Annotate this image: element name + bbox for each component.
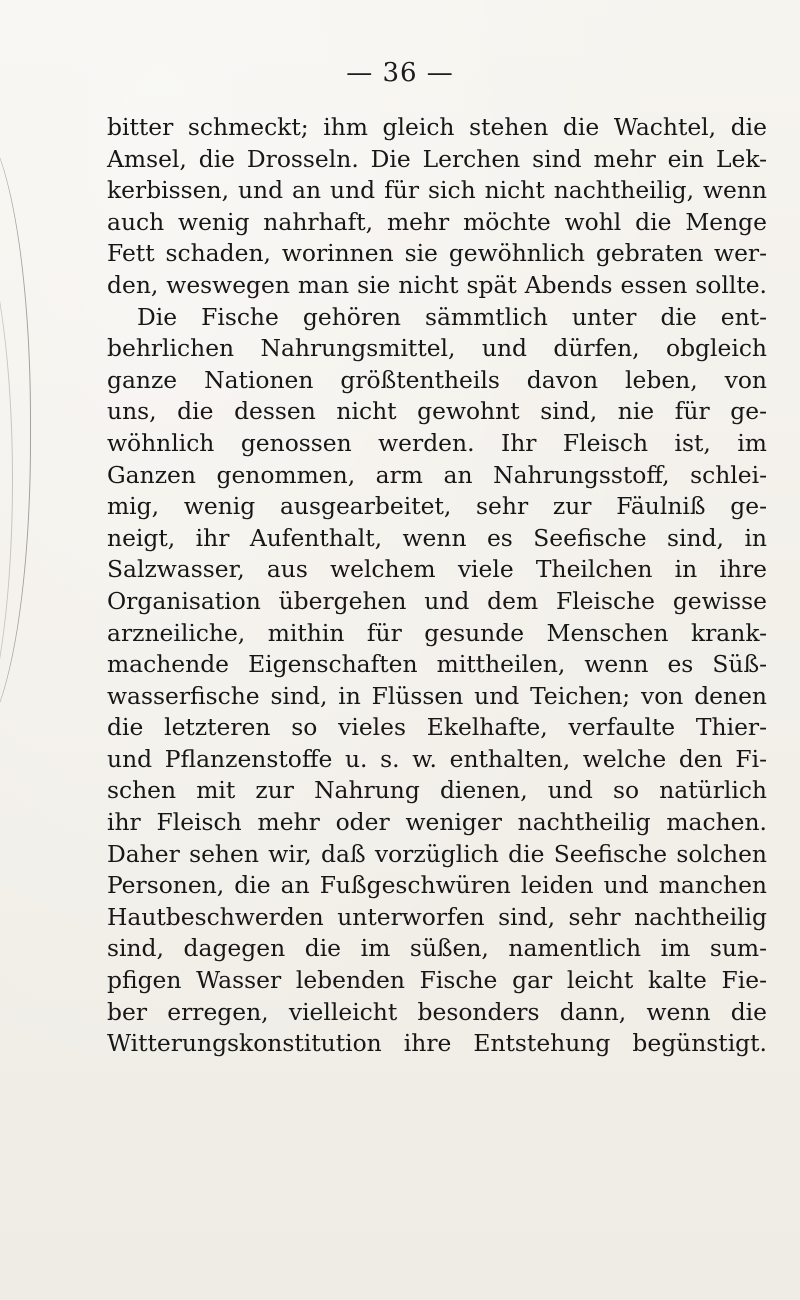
text-line: den, weswegen man sie nicht spät Abends essen sollte.: [107, 270, 767, 299]
text-line: sind, dagegen die im süßen, namentlich im sum-: [107, 934, 767, 963]
text-line: mig, wenig ausgearbeitet, sehr zur Fäulniß ge-: [107, 492, 767, 521]
text-line: ber erregen, vielleicht besonders dann, wenn die: [107, 997, 767, 1026]
text-line: und Pflanzenstoffe u. s. w. enthalten, welche den Fi-: [107, 744, 767, 773]
paragraph-start-line: Die Fische gehören sämmtlich unter die ent-: [137, 302, 767, 331]
text-line: Hautbeschwerden unterworfen sind, sehr nachtheilig: [107, 902, 767, 931]
text-line: Salzwasser, aus welchem viele Theilchen in ihre: [107, 555, 767, 584]
text-line: Fett schaden, worinnen sie gewöhnlich gebraten wer-: [107, 239, 767, 268]
text-line: kerbissen, und an und für sich nicht nachtheilig, wenn: [107, 176, 767, 205]
text-line: Ganzen genommen, arm an Nahrungsstoff, schlei-: [107, 460, 767, 489]
body-text: [107, 112, 767, 1060]
text-line: ganze Nationen größtentheils davon leben, von: [107, 365, 767, 394]
text-line: Amsel, die Drosseln. Die Lerchen sind mehr ein Lek-: [107, 144, 767, 173]
text-line: ihr Fleisch mehr oder weniger nachtheilig machen.: [107, 808, 767, 837]
page-number: — 36 —: [346, 58, 454, 88]
text-line: wasserfische sind, in Flüssen und Teichen; von denen: [107, 681, 767, 710]
text-line: Personen, die an Fußgeschwüren leiden und manchen: [107, 871, 767, 900]
text-line: die letzteren so vieles Ekelhafte, verfaulte Thier-: [107, 713, 767, 742]
text-line: wöhnlich genossen werden. Ihr Fleisch ist, im: [107, 428, 767, 457]
text-line: uns, die dessen nicht gewohnt sind, nie für ge-: [107, 397, 767, 426]
text-line: Daher sehen wir, daß vorzüglich die Seefische solchen: [107, 839, 767, 868]
text-line: behrlichen Nahrungsmittel, und dürfen, obgleich: [107, 334, 767, 363]
text-line: machende Eigenschaften mittheilen, wenn es Süß-: [107, 650, 767, 679]
text-line: schen mit zur Nahrung dienen, und so natürlich: [107, 776, 767, 805]
text-line: neigt, ihr Aufenthalt, wenn es Seefische sind, in: [107, 523, 767, 552]
text-line: pfigen Wasser lebenden Fische gar leicht kalte Fie-: [107, 966, 767, 995]
text-line: bitter schmeckt; ihm gleich stehen die Wachtel, die: [107, 113, 767, 141]
text-line: arzneiliche, mithin für gesunde Menschen krank-: [107, 618, 767, 647]
text-line: Witterungskonstitution ihre Entstehung begünstigt.: [107, 1029, 767, 1058]
text-line: auch wenig nahrhaft, mehr möchte wohl die Menge: [107, 207, 767, 236]
text-line: Organisation übergehen und dem Fleische gewisse: [107, 586, 767, 615]
